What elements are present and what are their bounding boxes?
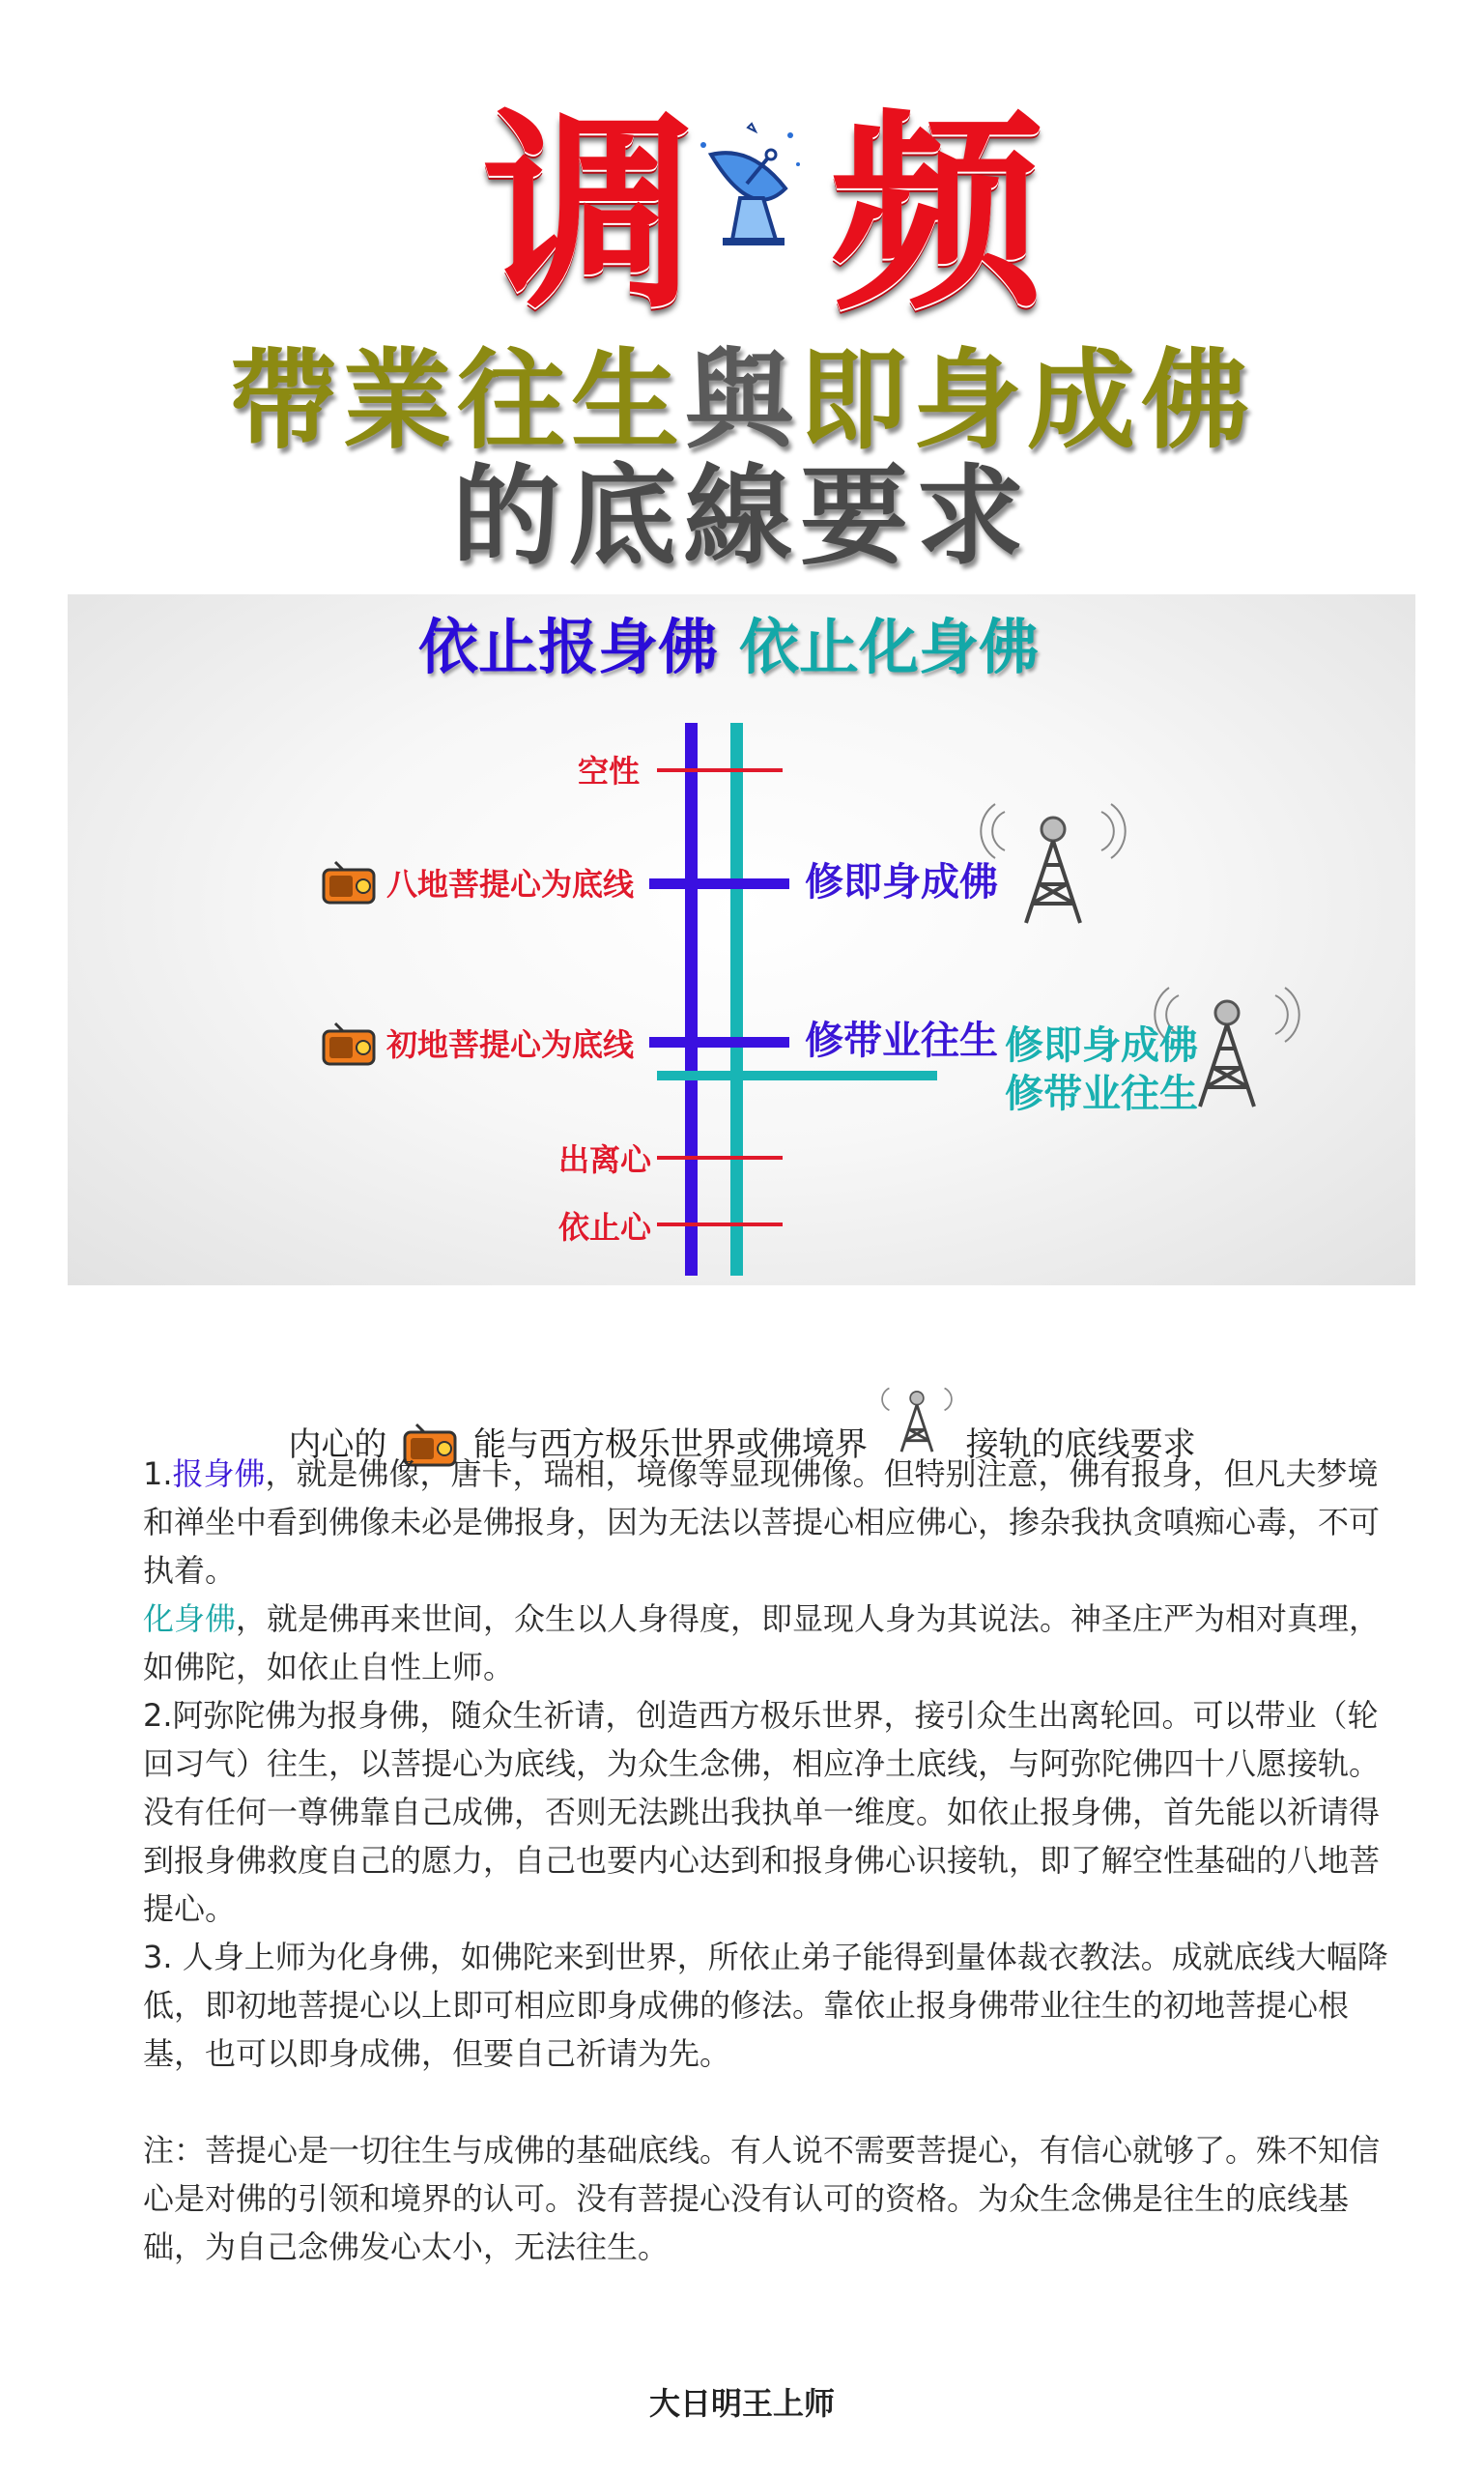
- emptiness-line: [657, 768, 783, 772]
- paragraph-2: [143, 1595, 1399, 1691]
- refuge-line: [657, 1223, 783, 1226]
- label-first-bhumi: 初地菩提心为底线: [386, 1026, 635, 1063]
- title-char-right: 频: [831, 87, 1044, 337]
- label-teal-carry-karma: 修带业往生: [1005, 1072, 1198, 1116]
- note-paragraph: 注：菩提心是一切往生与成佛的基础底线。有人说不需要菩提心，有信心就够了。殊不知信心是对佛的引领和境界的认可。没有菩提心没有认可的资格。为众生念佛是往生的底线基础，为自己念佛发心太小，无法往生。: [143, 2132, 1381, 2265]
- paragraph-1: [143, 1450, 1399, 1595]
- term-reward-body: 报身佛: [172, 1455, 266, 1492]
- label-teal-buddhahood: 修即身成佛: [1005, 1023, 1198, 1068]
- term-emanation-body: 化身佛: [143, 1600, 237, 1637]
- label-blue-carry-karma: 修带业往生: [805, 1019, 998, 1063]
- p1-prefix: 1.: [143, 1455, 173, 1492]
- caption-part3: 接轨的底线要求: [965, 1425, 1196, 1464]
- signature: 大日明王上师: [648, 2385, 835, 2422]
- caption-part1: 内心的: [288, 1425, 387, 1464]
- label-eighth-bhumi: 八地菩提心为底线: [386, 866, 635, 903]
- header-emanation-body: 依止化身佛: [739, 612, 1040, 682]
- blue-vertical-line: [685, 723, 698, 1276]
- label-refuge: 依止心: [558, 1209, 652, 1246]
- subtitle-line2: 的底線要求: [452, 453, 1032, 580]
- p1-text: ，就是佛像，唐卡，瑞相，境像等显现佛像。但特别注意，佛有报身，但凡夫梦境和禅坐中看到佛像未必是佛报身，因为无法以菩提心相应佛心，掺杂我执贪嗔痴心毒，不可执着。: [143, 1455, 1381, 1589]
- radio-icon: [322, 1021, 376, 1066]
- body-text: [143, 1450, 1399, 2271]
- subtitle-part-and: 與: [685, 337, 799, 464]
- subtitle-part-carry-karma: 帶業往生: [229, 337, 685, 464]
- title-char-left: 调: [483, 87, 697, 337]
- paragraph-5: 3. 人身上师为化身佛，如佛陀来到世界，所依止弟子能得到量体裁衣教法。成就底线大幅降低，即初地菩提心以上即可相应即身成佛的修法。靠依止报身佛带业往生的初地菩提心根基，也可以即身成佛，但要自己祈请为先。: [143, 1939, 1388, 2072]
- p2-text: ，就是佛再来世间，众生以人身得度，即显现人身为其说法。神圣庄严为相对真理，如佛陀，如依止自性上师。: [143, 1600, 1381, 1685]
- first-bhumi-line: [698, 1037, 789, 1048]
- paragraph-3: 2.阿弥陀佛为报身佛，随众生祈请，创造西方极乐世界，接引众生出离轮回。可以带业（轮回习气）往生，以菩提心为底线，为众生念佛，相应净土底线，与阿弥陀佛四十八愿接轨。: [143, 1697, 1381, 1782]
- header-reward-body: 依止报身佛: [418, 612, 719, 682]
- teal-horizontal-line: [657, 1071, 937, 1080]
- teal-vertical-line: [730, 723, 743, 1276]
- caption-part2: 能与西方极乐世界或佛境界: [473, 1425, 868, 1464]
- eighth-bhumi-line: [698, 878, 789, 889]
- label-renunciation: 出离心: [558, 1141, 652, 1178]
- label-emptiness: 空性: [578, 753, 641, 790]
- paragraph-4: 没有任何一尊佛靠自己成佛，否则无法跳出我执单一维度。如依止报身佛，首先能以祈请得到报身佛救度自己的愿力，自己也要内心达到和报身佛心识接轨，即了解空性基础的八地菩提心。: [143, 1794, 1381, 1927]
- label-blue-buddhahood: 修即身成佛: [805, 860, 998, 905]
- radio-icon: [322, 860, 376, 905]
- subtitle-part-buddhahood: 即身成佛: [799, 337, 1255, 464]
- signal-tower-icon: [981, 804, 1125, 923]
- renunciation-line: [657, 1156, 783, 1160]
